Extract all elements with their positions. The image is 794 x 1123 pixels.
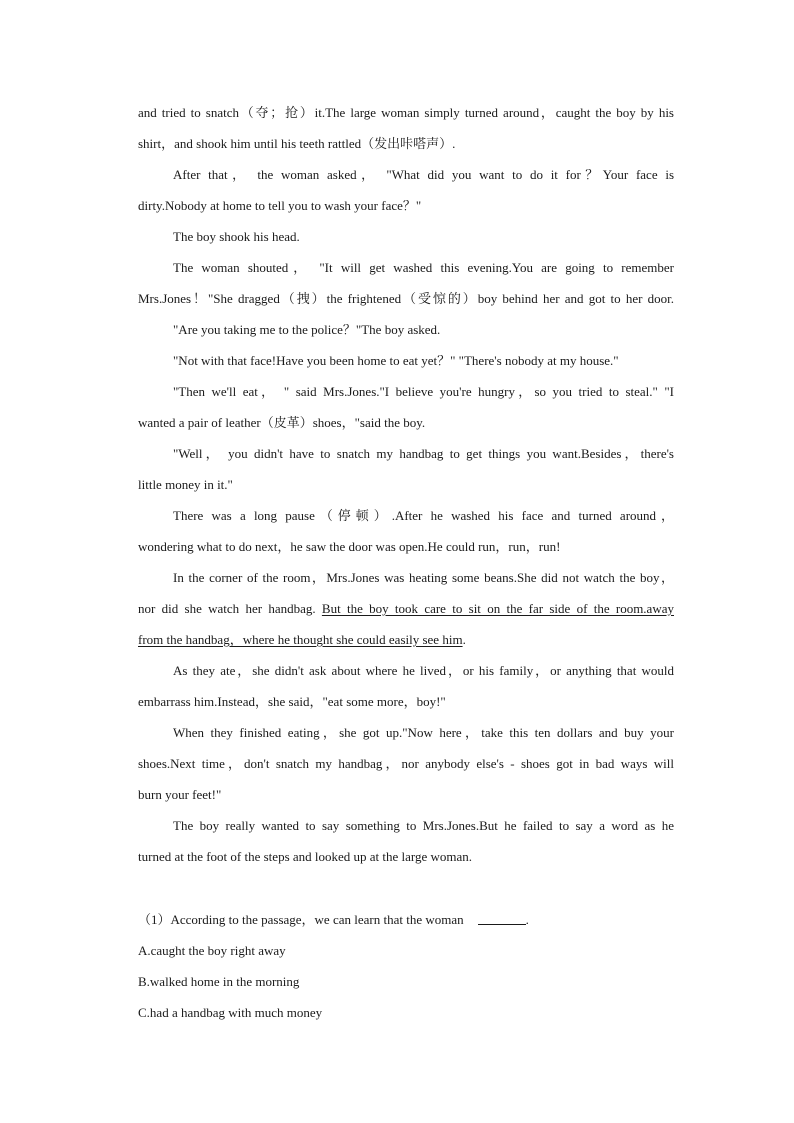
question-text: （1）According to the passage，we can learn that the woman (138, 912, 464, 927)
underlined-sentence: But the boy took care to sit on the far side of the room.away (321, 601, 674, 616)
option-b: B.walked home in the morning (138, 974, 300, 989)
question-stem (138, 904, 674, 935)
paragraph (138, 345, 674, 376)
paragraph (138, 562, 674, 655)
paragraph (138, 717, 674, 810)
text-line: "Not with that face!Have you been home to eat yet？" "There's nobody at my house." (173, 353, 619, 368)
text-line: wondering what to do next，he saw the door was open.He could run，run，run! (138, 539, 561, 554)
document-page (138, 97, 674, 1028)
paragraph (138, 655, 674, 717)
text-line: "Well， you didn't have to snatch my handbag to get things you want.Besides，there's (173, 446, 674, 461)
paragraph (138, 221, 674, 252)
text-line: After that， the woman asked， "What did you want to do it for？Your face is (173, 167, 674, 182)
text-line: In the corner of the room，Mrs.Jones was heating some beans.She did not watch the boy， (173, 570, 674, 585)
text-line: There was a long pause（停顿）.After he washed his face and turned around， (173, 508, 674, 523)
text-line: turned at the foot of the steps and looked up at the large woman. (138, 849, 473, 864)
underlined-sentence: from the handbag，where he thought she could easily see him (138, 632, 463, 647)
paragraph (138, 810, 674, 872)
paragraph (138, 159, 674, 221)
text-line: The boy really wanted to say something to Mrs.Jones.But he failed to say a word as he (173, 818, 674, 833)
paragraph (138, 314, 674, 345)
text-line: and tried to snatch（夺；抢）it.The large woman simply turned around，caught the boy by his (138, 105, 674, 120)
option-a: A.caught the boy right away (138, 943, 286, 958)
text-line: Mrs.Jones！"She dragged（拽）the frightened（受惊的）boy behind her and got to her door. (138, 291, 674, 306)
text-line: wanted a pair of leather（皮革）shoes，"said the boy. (138, 415, 426, 430)
text-line (138, 593, 674, 624)
text-line: The boy shook his head. (173, 229, 300, 244)
text-segment: nor did she watch her handbag. (138, 601, 322, 616)
text-line: "Are you taking me to the police？"The boy asked. (173, 322, 441, 337)
paragraph (138, 500, 674, 562)
text-line: The woman shouted， "It will get washed this evening.You are going to remember (173, 260, 674, 275)
text-line: burn your feet!" (138, 787, 222, 802)
text-line: When they finished eating，she got up."Now here，take this ten dollars and buy your (173, 725, 674, 740)
text-line: shirt，and shook him until his teeth rattled（发出咔嗒声）. (138, 136, 456, 151)
paragraph (138, 376, 674, 438)
text-line: dirty.Nobody at home to tell you to wash your face？" (138, 198, 422, 213)
paragraph (138, 252, 674, 314)
answer-blank (478, 912, 526, 925)
text-line: As they ate，she didn't ask about where he lived，or his family，or anything that would (173, 663, 674, 678)
option-c: C.had a handbag with much money (138, 1005, 323, 1020)
text-line: embarrass him.Instead，she said，"eat some more，boy!" (138, 694, 446, 709)
text-line: shoes.Next time，don't snatch my handbag，nor anybody else's - shoes got in bad ways will (138, 756, 674, 771)
spacer (138, 872, 674, 904)
question-period: . (525, 912, 529, 927)
text-line: little money in it." (138, 477, 233, 492)
text-line: "Then we'll eat， " said Mrs.Jones."I believe you're hungry，so you tried to steal." "I (173, 384, 674, 399)
question-block (138, 904, 674, 1028)
paragraph (138, 438, 674, 500)
paragraph (138, 97, 674, 159)
text-segment: . (462, 632, 466, 647)
text-line (138, 624, 674, 655)
